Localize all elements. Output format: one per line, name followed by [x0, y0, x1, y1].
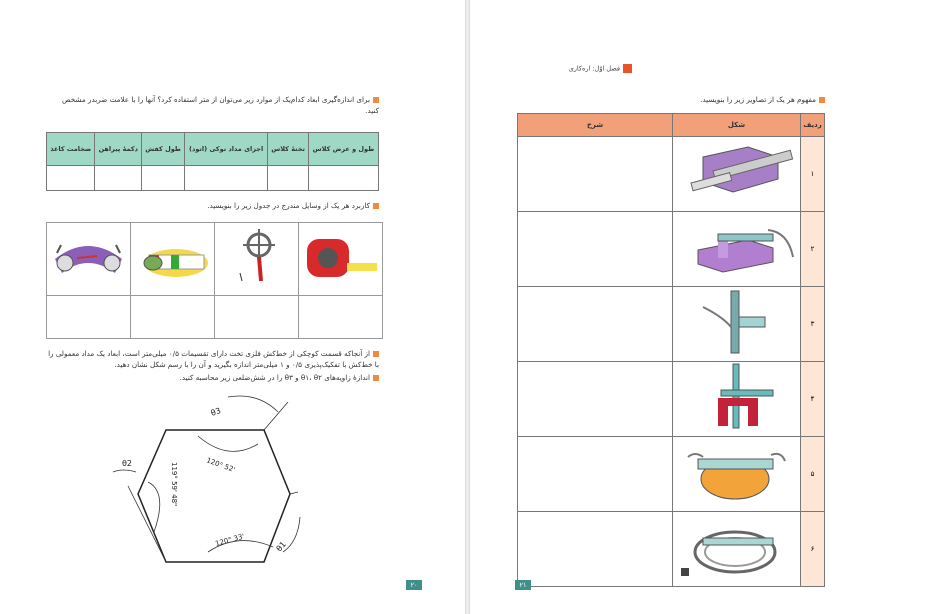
ruler-block-icon	[673, 137, 800, 207]
answer-cell[interactable]	[47, 166, 95, 191]
shape-cell	[673, 512, 801, 587]
shape-cell	[673, 137, 801, 212]
question-3: از آنجاکه قسمت کوچکی از خط‌کش فلزی تخت دارای تقسیمات ۰/۵ میلی‌متر است، ابعاد یک مداد معمولی را با خط‌کش با تفکیک‌پذیری ۰/۵ و ۱ میلی‌متر اندازه بگیرید و آن را با رسم شکل نشان دهید.	[48, 349, 379, 369]
question-2: کاربرد هر یک از وسایل مندرج در جدول زیر را بنویسید.	[46, 200, 379, 211]
row-number: ۲	[801, 212, 825, 287]
tape-measure-icon	[299, 223, 382, 291]
answer-cell[interactable]	[215, 296, 299, 339]
bullet-icon	[373, 97, 379, 103]
cloth-tape-icon	[131, 223, 214, 291]
bullet-icon	[819, 97, 825, 103]
hexagon-diagram	[108, 392, 308, 572]
answer-cell[interactable]	[95, 166, 142, 191]
question-5: مفهوم هر یک از تصاویر زیر را بنویسید.	[610, 94, 825, 105]
curved-gauge-icon	[47, 223, 130, 291]
shape-cell	[673, 362, 801, 437]
header-row: ردیف	[801, 114, 825, 137]
desc-cell[interactable]	[518, 512, 673, 587]
row-number: ۵	[801, 437, 825, 512]
row-number: ۱	[801, 137, 825, 212]
chapter-square-icon	[623, 64, 632, 73]
ring-part-icon	[673, 512, 800, 582]
round-part-icon	[673, 437, 800, 507]
bullet-icon	[373, 375, 379, 381]
bullet-icon	[373, 351, 379, 357]
desc-cell[interactable]	[518, 437, 673, 512]
table-header: طول و عرض کلاس	[308, 133, 378, 166]
desc-cell[interactable]	[518, 137, 673, 212]
chapter-title: فصل اوّل: اره‌کاری	[562, 64, 632, 73]
tool-cell	[215, 223, 299, 296]
shape-cell	[673, 437, 801, 512]
page-number: ۲۰	[406, 580, 422, 590]
label-theta1: θ1	[274, 539, 288, 554]
table-header: تختهٔ کلاس	[268, 133, 309, 166]
measure-table	[46, 132, 379, 191]
tool-cell	[299, 223, 383, 296]
table-header: طول کفش	[142, 133, 185, 166]
ruler-on-block-icon	[673, 212, 800, 282]
tools-table	[46, 222, 383, 339]
square-ruler-icon	[673, 362, 800, 432]
desc-cell[interactable]	[518, 212, 673, 287]
vertical-ruler-icon	[673, 287, 800, 357]
page-number: ۲۱	[515, 580, 531, 590]
label-theta3: θ3	[209, 406, 223, 418]
header-shape: شکل	[673, 114, 801, 137]
shape-cell	[673, 212, 801, 287]
label-angle-b: 119° 59' 48"	[170, 462, 178, 507]
answer-cell[interactable]	[142, 166, 185, 191]
row-number: ۶	[801, 512, 825, 587]
answer-cell[interactable]	[131, 296, 215, 339]
tool-cell	[47, 223, 131, 296]
row-number: ۴	[801, 362, 825, 437]
desc-cell[interactable]	[518, 287, 673, 362]
desc-cell[interactable]	[518, 362, 673, 437]
surface-gauge-icon	[215, 223, 298, 291]
answer-cell[interactable]	[185, 166, 268, 191]
left-page	[0, 0, 466, 614]
shape-cell	[673, 287, 801, 362]
label-angle-c: 120° 33'	[214, 532, 246, 548]
label-angle-a: 120° 52'	[205, 456, 237, 475]
bullet-icon	[373, 203, 379, 209]
answer-cell[interactable]	[268, 166, 309, 191]
table-header: اجزای مداد نوکی (اتود)	[185, 133, 268, 166]
tool-cell	[131, 223, 215, 296]
concept-table	[517, 113, 825, 587]
table-header: ضخامت کاغذ	[47, 133, 95, 166]
answer-cell[interactable]	[299, 296, 383, 339]
answer-cell[interactable]	[47, 296, 131, 339]
label-theta2: θ2	[122, 459, 132, 468]
answer-cell[interactable]	[308, 166, 378, 191]
question-1: برای اندازه‌گیری ابعاد کدام‌یک از موارد زیر می‌توان از متر استفاده کرد؟ آنها را با علامت ضربدر مشخص کنید.	[61, 95, 379, 115]
table-header: دکمهٔ پیراهن	[95, 133, 142, 166]
header-desc: شرح	[518, 114, 673, 137]
question-4: اندازهٔ زاویه‌های θ۱، θ۲ و θ۳ را در شش‌ضلعی زیر محاسبه کنید.	[46, 372, 379, 383]
row-number: ۳	[801, 287, 825, 362]
